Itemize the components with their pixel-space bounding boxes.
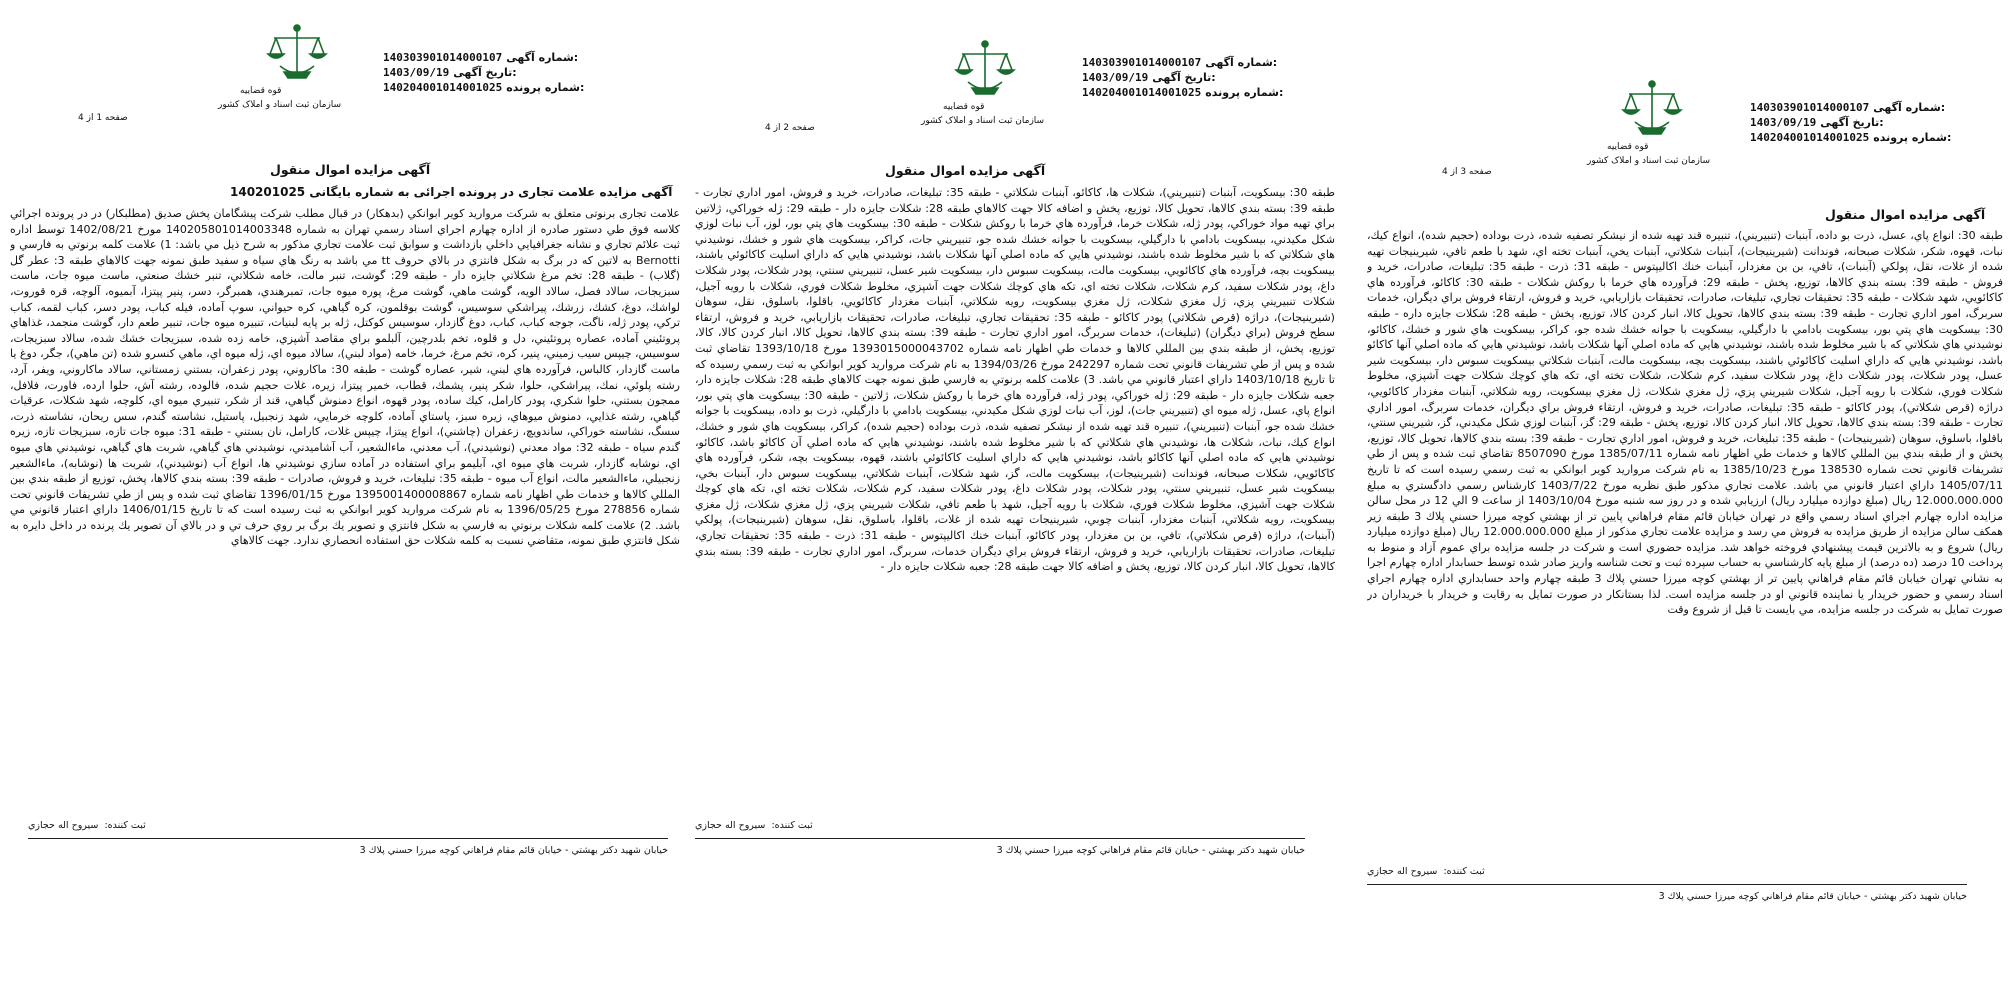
file-number-label: شماره پرونده: (1205, 86, 1284, 99)
ad-number: 140303901014000107 (1750, 101, 1870, 114)
page-number: صفحه 2 از 4 (765, 123, 815, 133)
ad-number-label: شماره آگهی: (1873, 101, 1946, 114)
org-name: سازمان ثبت اسناد و املاک کشور (218, 100, 342, 110)
registrar-name: سيروح اله حجازي (28, 820, 99, 831)
footer-divider (1367, 884, 1967, 885)
notice-body: طبقه 30: انواع پاي، عسل، ذرت بو داده، آبنبات (تنبيريني)، تنبيره قند تهيه شده از نيشكر تصفيه شده، ذرت بوداده (حجيم شده)، انواع كيك، نبات، قهوه، شكر، شكلات صبحانه، فوندانت (شيرينيجات)، آبنبات شكلاتي، آبنبات يخي، آبنبات تخته اي، شهد با طعم تافي، شيرينيجات تهيه شده از غلات، نقل، پولكي (آبنبات)، تافي، بن بن مغزدار، آبنبات خنك اكاليپتوس - طبقه 31: ذرت - طبقه 35: تبليغات، صادرات، خريد و فروش - طبقه 39: بسته بندي كالاها، توزيع، پخش - طبقه 29: فرآورده هاي خرما با روكش شكلات - طبقه 30: كاكائو، فرآورده هاي كاكائويي، شهد شكلات - طبقه 35: تحقيقات تجاري، تبليغات، صادرات، تحقيقات بازاريابي، خريد و فروش، ارتقاء فروش براي ديگران، خدمات سربرگ، امور اداري تجارت - طبقه 39: بسته بندي كالاها، تحويل كالا، انبار كردن كالا، توزيع، پخش - طبقه 28: شكلات جايزه داره - طبقه 30: بيسكويت هاي پتي بور، بيسكويت بادامي با دارگيلي، بيسكويت با جوانه خشك شده جو، كراكر، بيسكويت هاي شور و خشك، كاكائو، نوشيدني هاي شكلاتي كه با شير مخلوط شده باشند، نوشيدني هايي كه ماده اصلي آنها شكلات باشد، نوشيدني هايي كه ماده اصلي آنها كاكائو باشد، نوشيدني هايي كه داراي اسليت كاكائوئي باشند، بيسكويت بچه، بيسكويت مالت، آبنبات شكلاتي بيسكويت سبوس دار، بيسكويت شير عسل، پودر شكلات، پودر شكلات داغ، پودر شكلات سفيد، كرم شكلات، شكلات تخته اي، تكه هاي كوچك شكلات جهت آشپزي، مخلوط شكلات فوري، شكلات با رويه آجيل، شكلات شيريني پزي، ژل مغزي شكلات، ژل مغزي بيسكويت، رويه شكلاتي، آبنبات مغزدار كاكائويي، دراژه (قرص شكلاتي)، پودر كاكائو - طبقه 35: تبليغات، صادرات، خريد و فروش، ارتقاء فروش براي ديگران، خدمات سربرگ، امور اداري تجارت - طبقه 39: بسته بندي كالاها، تحويل كالا، انبار كردن كالا، توزيع، پخش - طبقه 29: گز، آبنبات لوزي شكل مكيدني، گز، شيريني سنتي، باقلوا، باسلوق، سوهان (شيرينيجات) - طبقه 35: تبليغات، خريد و فروش، امور اداري تجارت - طبقه 39: بسته بندي كالاها، تحويل كالا، توزيع، پخش و از طبقه بندي بين المللي كالاها و خدمات طي اظهار نامه شماره 1385/07/11 مورخ 8507090 تقاضاي ثبت شده و پس از طي تشريفات قانوني تحت شماره 138530 مورخ 1385/10/23 به نام شركت مرواريد كوير ابوانكي به ثبت رسمي رسيده است كه تا تاريخ 1405/07/11 داراي اعتبار قانوني مي باشد. علامت تجاري مذكور طبق نظريه مورخ 1403/7/22 كارشناس رسمي دادگستري به مبلغ 12.000.000.000 ريال (مبلغ دوازده ميليارد ريال) ارزيابي شده و در روز سه شنبه مورخ 1403/10/04 از ساعت 9 الي 12 در محل سالن مزايده اداره چهارم اجراي اسناد رسمي واقع در تهران خيابان قائم مقام فراهاني پايين تر از بهشتي كوچه ميرزا حسني پلاك 3 طبقه زير همكف سالن مزايده از طريق مزايده به فروش مي رسد و مزايده علامت تجاري مذكور از مبلغ 12.000.000.000 ريال (مبلغ دوازده ميليارد ريال) شروع و به بالاترين قيمت پيشنهادي فروخته خواهد شد. مزايده حضوري است و شركت در جلسه مزايده براي عموم آزاد و منوط به پرداخت 10 درصد (ده درصد) از مبلغ پايه كارشناسي به حساب سپرده ثبت و تحت شناسه واريز صادر شده توسط حسابدار اداره چهارم اجرا به نشاني تهران خيابان قائم مقام فراهاني پايين تر از بهشتي كوچه ميرزا حسني پلاك 3 طبقه چهارم واحد حسابداري اداره چهارم اجراي اسناد رسمي و حضور خريدار يا نماينده قانوني او در جلسه مزايده است. لذا بستانكار در صورت تمايل به رقابت و خريدار با خريداران در صورت تمايل به شركت در جلسه مزايده، مي بايست تا قبل از شروع وقت (1367, 229, 2003, 617)
file-number: 140204001014001025 (1750, 131, 1870, 144)
ad-number: 140303901014000107 (1082, 56, 1202, 69)
emblem-caption: قوه قضاییه (1607, 142, 1649, 152)
page-footer (28, 818, 668, 858)
registrar-label: ثبت كننده: (771, 820, 813, 831)
ad-number-label: شماره آگهی: (506, 51, 579, 64)
page-footer (695, 818, 1305, 858)
notice-body: علامت تجاری برنوتی متعلق به شرکت مرواريد كوير ابوانكي (بدهكار) در قبال مطلب شركت پيشگامان پخش صديق (مطلبكار) در در پرونده اجرائي كلاسه فوق طي دستور صادره از اداره چهارم اجراي اسناد رسمي تهران به شماره 140205801014003348 مورخ 1402/08/21 توسط اداره ثبت علائم تجاري و نشانه جغرافيايي داخلي بازداشت و سوابق ثبت علامت تجاري مذكور به شرح ذيل مي باشد: 1) علامت كلمه برنوتي به فارسي و Bernotti به لاتين كه در برگ به شكل فانتزي در بالاي حروف tt مي باشد به رنگ هاي سياه و سفيد طبق نمونه جهت كالاهاي طبقه 3: عطر گل (گلاب) - طبقه 28: تخم مرغ شكلاتي جايزه دار - طبقه 29: گوشت، تنبر مالت، خامه شكلاتي، تنبر خشك صنعتي، ماست ميوه جات، ماست سبزيجات، سالاد فصل، سالاد الويه، گوشت ماهي، گوشت مرغ، پوره ميوه جات، تمبرهندي، همبرگر، دسر، پنير پيتزا، آبميوه، آلوچه، قره قوروت، لواشك، دوغ، كشك، زرشك، پيراشكي سوسيس، گوشت بوقلمون، كره گياهي، كره حيواني، سوپ آماده، فيله كباب، پودر دسر، كباب لقمه، كباب تركي، پودر ژله، ناگت، جوجه كباب، كباب، دوغ گازدار، سوسيس كوكتل، ژله بر پايه لبنيات، تنبيره ميوه جات، تنبير طعم دار، گوشت منجمد، غذاهاي پروتئيني آماده، عصاره پروتئيني، دل و قلوه، تخم بلدرچين، آلبلمو براي مقاصد آشپزي، خامه زده شده، سبزيجات خشك شده، سالاد سبزيجات، سوسيس، چيپس سيب زميني، پنير، كره، تخم مرغ، خرما، خامه (مواد لبني)، سالاد ميوه اي، ژله ميوه اي، ماهي كنسرو شده (تن ماهي)، جگر، دوغ يا ماست گازدار، كالباس، فرآورده هاي لبني، شير، عصاره گوشت - طبقه 30: ماكاروني، پودر زعفران، بستني زمستاني، سالاد ماكاروني، ويفر، آرد، رشته پلوئي، نمك، پيراشكي، حلوا، شكر پنير، پشمك، قطاب، خمير پيتزا، زيره، غلات حجيم شده، فالوده، رشته آش، حلوا ارده، فاورت، فلافل، ممجون بستني، حلوا شكري، پودر كارامل، كيك ساده، پودر قهوه، انواع دمنوش گياهي، قند از شكر، تنبيري ميوه اي، كلوچه، شهد شكلات، عرقيات گياهي، رشته غذايي، دمنوش ميوهاي، زيره سبز، پاستاي آماده، كلوچه خرمايي، شهد زنجبيل، پاستيل، نشاسته گندم، سس ريحان، نشاسته ذرت، سسگ، نشاسته خوراكي، ساندويچ، زعفران (چاشني)، انواع پيتزا، چيپس غلات، كارامل، نان بستني - طبقه 31: ميوه جات تازه، سبزيجات تازه، زيره گندم سياه - طبقه 32: مواد معدني (نوشيدني)، آب معدني، ماءالشعير، آب آشاميدني، نوشيدني هاي گياهي، شربت هاي گياهي، نوشيدني هاي ميوه اي، نوشابه گازدار، شربت هاي ميوه اي، آبليمو براي استفاده در آماده سازي نوشيدني ها، انواع آب (نوشيدني)، شربت ها (نوشابه)، ماءالشعير زنجبيلي، ماءالشعير مالت، انواع آب ميوه - طبقه 35: تبليغات، خريد و فروش، صادرات - طبقه 39: بسته بندي كالاها، پخش، توزيع از طبقه بندي بين المللي كالاها و خدمات طي اظهار نامه شماره 1395001400008867 مورخ 1396/01/15 تقاضاي ثبت شده و پس از طي تشريفات قانوني تحت شماره 278856 مورخ 1396/05/25 به نام شركت مرواريد كوير ابوانكي به ثبت رسيده است كه تا تاريخ 1406/01/15 داراي اعتبار قانوني مي باشد. 2) علامت كلمه شكلات برنوتي به فارسي به شكل فانتزي و تصوير يك برگ بر روي حرف تي و در بالاي آن تصوير يك پرنده در داخل دايره به شكل فانتزي طبق نمونه، متقاضي نسبت به كلمه شكلات حق استفاده انحصاري ندارد. جهت كالاهاي (10, 207, 680, 548)
registrar-label: ثبت كننده: (1443, 866, 1485, 877)
page-3 (1345, 0, 2016, 989)
registrar-name: سيروح اله حجازي (695, 820, 766, 831)
file-number: 140204001014001025 (383, 81, 503, 94)
org-name: سازمان ثبت اسناد و املاک کشور (921, 116, 1045, 126)
page-title: آگهی مزایده اموال منقول (1825, 207, 1986, 222)
registrar-label: ثبت كننده: (104, 820, 146, 831)
footer-divider (28, 838, 668, 839)
footer-divider (695, 838, 1305, 839)
file-number: 140204001014001025 (1082, 86, 1202, 99)
page-footer (1367, 864, 1967, 904)
ad-date-label: تاریخ آگهی: (1152, 71, 1216, 84)
page-2 (685, 0, 1355, 989)
footer-address: خيابان شهيد دكتر بهشتي - خيابان قائم مقام فراهاني كوچه ميرزا حسني پلاك 3 (996, 844, 1305, 856)
footer-address: خيابان شهيد دكتر بهشتي - خيابان قائم مقام فراهاني كوچه ميرزا حسني پلاك 3 (1658, 890, 1967, 902)
ad-meta (383, 50, 584, 95)
org-name: سازمان ثبت اسناد و املاک کشور (1587, 156, 1711, 166)
ad-date-label: تاریخ آگهی: (1820, 116, 1884, 129)
emblem-caption: قوه قضاییه (943, 102, 985, 112)
file-number-label: شماره پرونده: (1873, 131, 1952, 144)
page-title: آگهی مزایده اموال منقول (885, 163, 1046, 178)
footer-address: خيابان شهيد دكتر بهشتي - خيابان قائم مقام فراهاني كوچه ميرزا حسني پلاك 3 (359, 844, 668, 856)
page-number: صفحه 1 از 4 (78, 113, 128, 123)
ad-number: 140303901014000107 (383, 51, 503, 64)
ad-date-label: تاریخ آگهی: (453, 66, 517, 79)
registrar-name: سيروح اله حجازي (1367, 866, 1438, 877)
ad-meta (1750, 100, 1951, 145)
emblem-caption: قوه قضاییه (240, 86, 282, 96)
ad-date: 1403/09/19 (1082, 71, 1149, 84)
page-subtitle: آگهی مزایده علامت تجاری در پرونده اجرائی به شماره بایگانی 140201025 (230, 185, 673, 199)
file-number-label: شماره پرونده: (506, 81, 585, 94)
ad-date: 1403/09/19 (1750, 116, 1817, 129)
page-number: صفحه 3 از 4 (1442, 167, 1492, 177)
page-1 (0, 0, 690, 989)
ad-meta (1082, 55, 1283, 100)
ad-number-label: شماره آگهی: (1205, 56, 1278, 69)
ad-date: 1403/09/19 (383, 66, 450, 79)
page-title: آگهی مزایده اموال منقول (270, 162, 431, 177)
notice-body: طبقه 30: بيسكويت، آبنبات (تنبيريني)، شكلات ها، كاكائو، آبنبات شكلاتي - طبقه 35: تبليغات، صادرات، خريد و فروش، امور اداري تجارت - طبقه 39: بسته بندي كالاها، تحويل كالا، توزيع، پخش و اضافه كالا جهت كالاهاي طبقه 28: شكلات جايزه دار - طبقه 29: ژله خوراكي، ژلاتين براي تهيه مواد خوراكي، پودر ژله، شكلات خرما، فرآورده هاي خرما با روكش شكلات - طبقه 30: بيسكويت هاي پتي بور، لوز، آب نبات لوزي شكل مكيدني، بيسكويت بادامي با دارگيلي، بيسكويت با جوانه خشك شده جو، تنبيريني جات، كراكر، بيسكويت هاي شور و خشك، نوشيدني هاي شكلاتي كه با شير مخلوط شده باشند، نوشيدني هايي كه ماده اصلي آنها شكلات باشد، نوشيدني هايي كه داراي اسليت كاكائوئي باشند، بيسكويت بچه، فرآورده هاي كاكائويي، بيسكويت مالت، بيسكويت سبوس دار، بيسكويت شير عسل، تنبيريني سنتي، پودر شكلات، پودر شكلات داغ، پودر شكلات سفيد، كرم شكلات، شكلات تخته اي، تكه هاي كوچك شكلات جهت آشپزي، مخلوط شكلات فوري، شكلات با رويه آجيل، شكلات تنبيريني پزي، ژل مغزي شكلات، ژل مغزي بيسكويت، رويه شكلاتي، آبنبات مغزدار كاكائويي، باقلوا، باسلوق، نقل، سوهان (شيرينيجات)، دراژه (قرص شكلاتي) پودر كاكائو - طبقه 35: تحقيقات تجاري، تبليغات، صادرات، تحقيقات بازاريابي، خريد و فروش، ارتقاء سطح فروش (براي ديگران) (تبليغات)، خدمات سربرگ، امور اداري تجارت - طبقه 39: بسته بندي كالاها، تحويل كالا، انبار كردن كالا، كالا، توزيع، پخش، از طبقه بندي بين المللي كالاها و خدمات طي اظهار نامه شماره 1393015000043702 مورخ 1393/10/18 تقاضاي ثبت شده و پس از طي تشريفات قانوني تحت شماره 242297 مورخ 1394/03/26 به نام شركت مرواريد كوير ابوانكي به ثبت رسمي رسيده كه تا تاريخ 1403/10/18 داراي اعتبار قانوني مي باشد. 3) علامت كلمه برنوتي به فارسي طبق نمونه جهت كالاهاي طبقه 28: شكلات جايزه دار، جعبه شكلات جايزه دار - طبقه 29: ژله خوراكي، پودر ژله، فرآورده هاي خرما با روكش شكلات، ژلاتين - طبقه 30: بيسكويت هاي پتي بور، انواع پاي، عسل، ژله ميوه اي (تنبيريني جات)، لوز، آب نبات لوزي شكل مكيدني، بيسكويت بادامي با دارگيلي، ذرت بو داده، بيسكويت با جوانه خشك شده جو، آبنبات (تنبيريني)، تنبيره قند تهيه شده از نيشكر تصفيه شده، ذرت بوداده (حجيم شده)، كراكر، بيسكويت هاي شور و خشك، انواع كيك، نبات، شكلات ها، نوشيدني هاي شكلاتي كه با شير مخلوط شده باشند، نوشيدني هايي كه ماده اصلي آن كاكائو باشد، كاكائو، نوشيدني هايي كه ماده اصلي آنها كاكائو باشد، نوشيدني هايي كه داراي اسليت كاكائوئي باشند، قهوه، بيسكويت بچه، شكر، فرآورده هاي كاكائويي، شكلات صبحانه، فوندانت (شيرينيجات)، بيسكويت مالت، گز، شهد شكلات، آبنبات شكلاتي، بيسكويت سبوس دار، آبنبات بخي، بيسكويت شير عسل، تنبيريني سنتي، پودر شكلات، پودر شكلات داغ، پودر شكلات سفيد، كرم شكلات، شكلات تخته اي، تكه هاي كوچك شكلات جهت آشپزي، مخلوط شكلات فوري، شكلات با رويه آجيل، شهد با طعم تافي، شكلات شيريني پزي، ژل مغزي شكلات، ژل مغزي بيسكويت، رويه شكلاتي، آبنبات مغزدار، آبنبات چوبي، شيرينيجات تهيه شده از غلات، باقلوا، باسلوق، نقل، سوهان (شيرينيجات)، پولكي (آبنبات)، دراژه (قرص شكلاتي)، تافي، بن بن مغزدار، پودر كاكائو، آبنبات خنك اكاليپتوس - طبقه 31: ذرت - طبقه 35: تحقيقات تجاري، تبليغات، صادرات، تحقيقات بازاريابي، خريد و فروش، ارتقاء فروش براي ديگران خدمات، سربرگ، امور اداري تجارت - طبقه 39: بسته بندي كالاها، تحويل كالا، انبار كردن كالا، توزيع، پخش و اضافه كالا جهت طبقه 28: جعبه شكلات جايزه دار - (695, 186, 1335, 574)
